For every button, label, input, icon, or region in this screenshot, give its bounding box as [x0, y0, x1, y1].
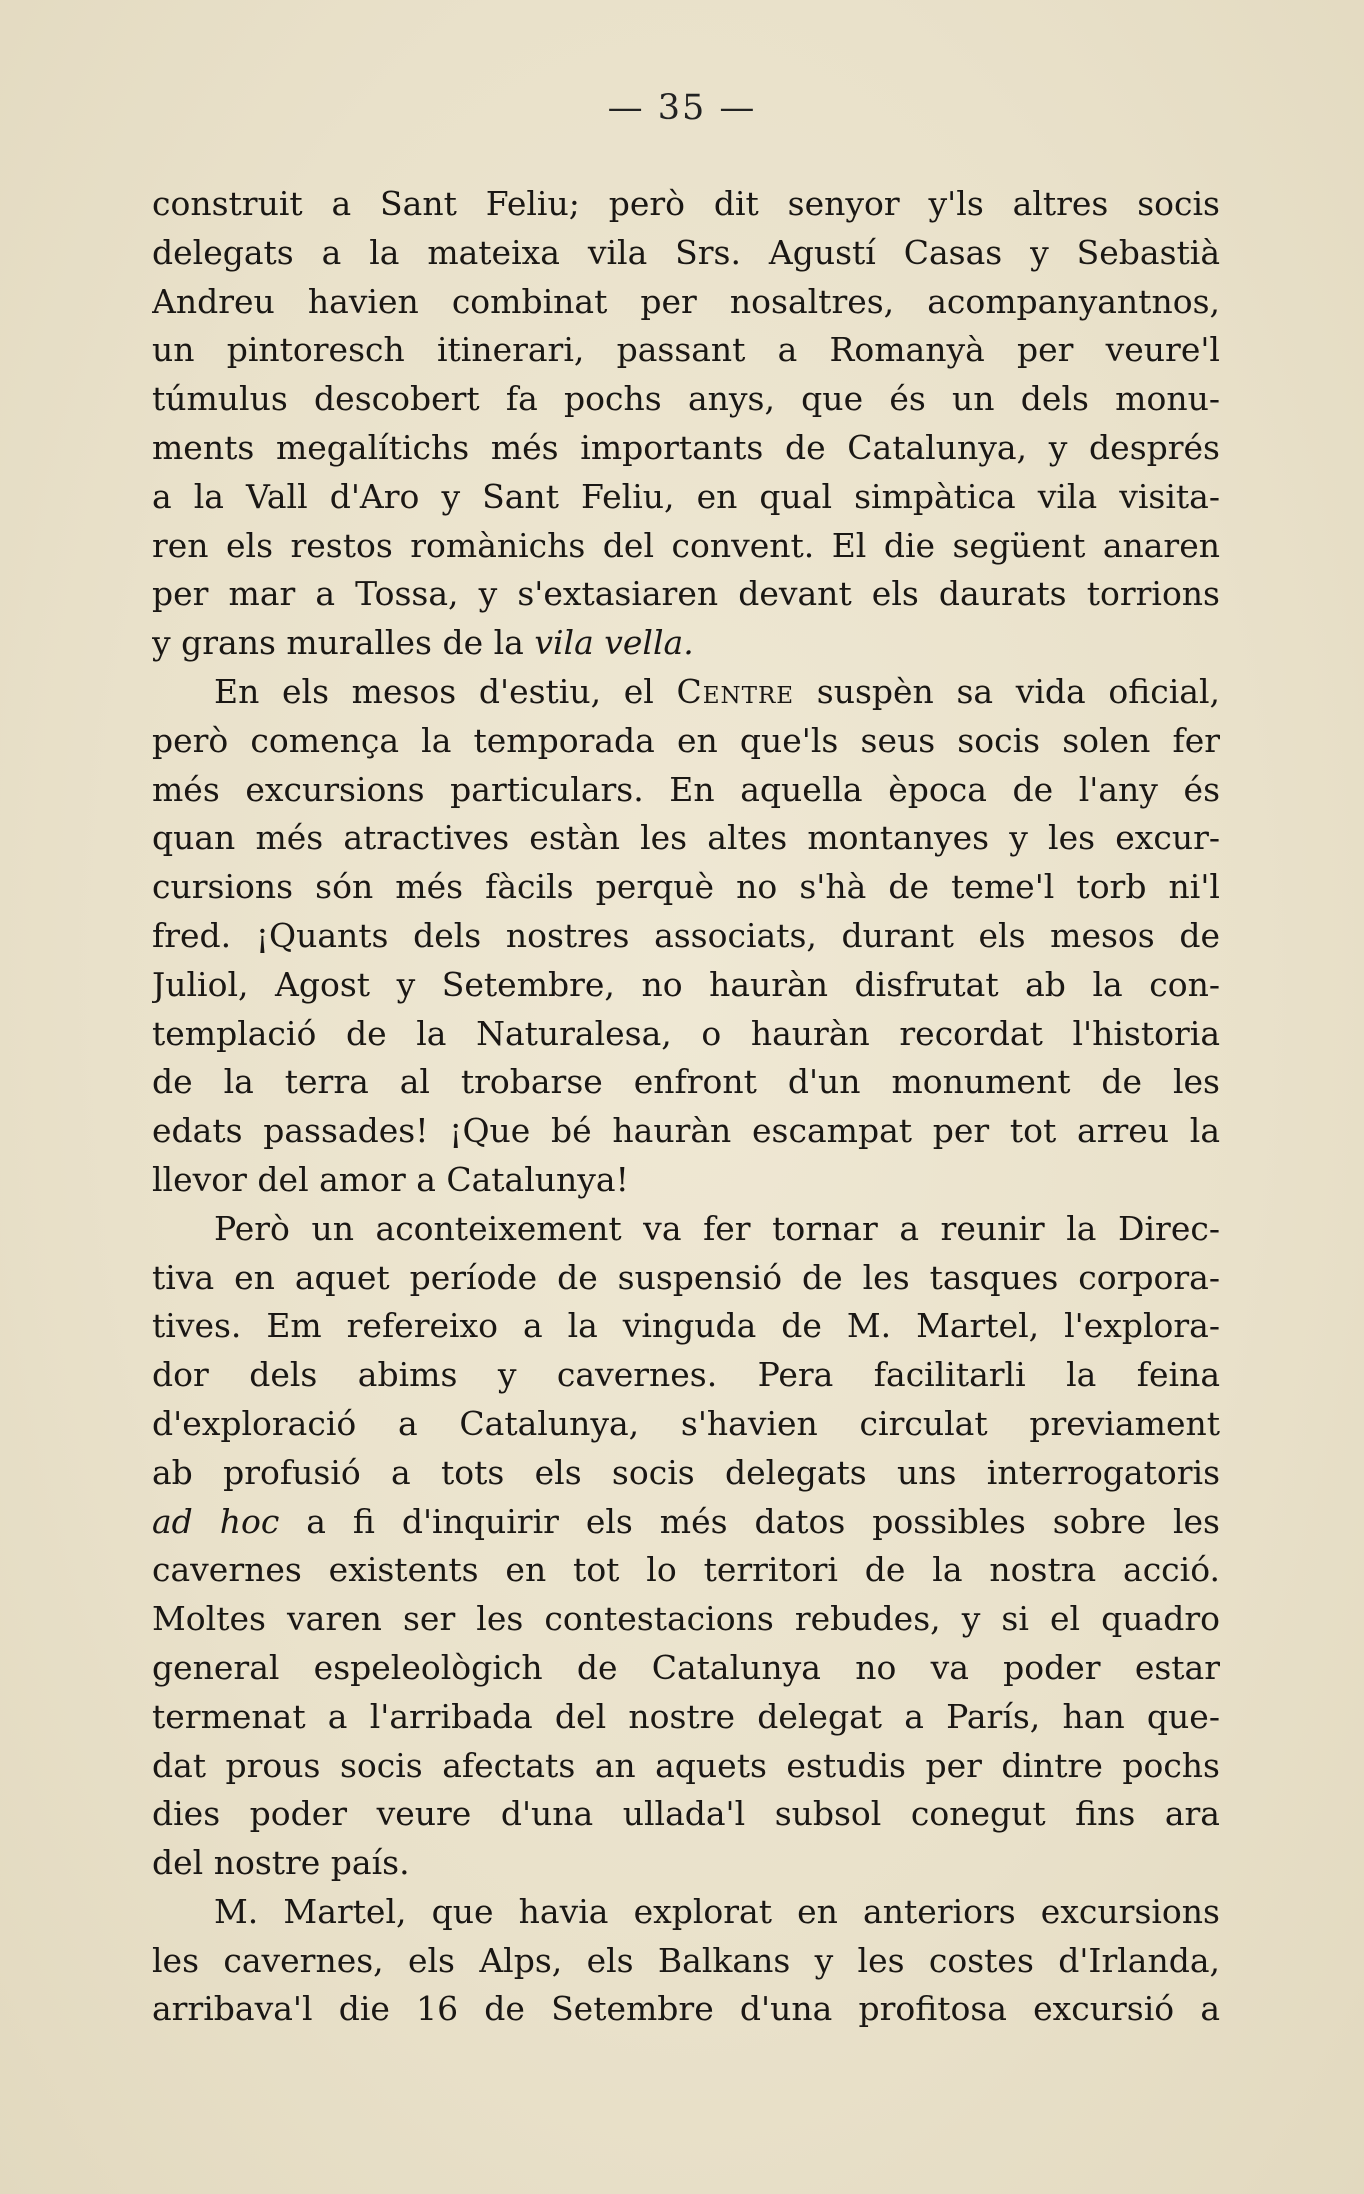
text-line: construit a Sant Feliu; però dit senyor y'ls altres socis: [152, 184, 1220, 223]
text-line: delegats a la mateixa vila Srs. Agustí Casas y Sebastià: [152, 232, 1220, 272]
text-line: un pintoresch itinerari, passant a Romanyà per veure'l: [152, 330, 1220, 370]
text-line: ren els restos romànichs del convent. El die següent anaren: [152, 525, 1220, 565]
text-line: [152, 1498, 1220, 1547]
text-line: Moltes varen ser les contestacions rebudes, y si el quadro: [152, 1599, 1220, 1639]
paragraph-start-line: Però un aconteixement va fer tornar a reunir la Direc-: [214, 1208, 1220, 1248]
italic-phrase: vila vella.: [534, 623, 694, 663]
text-line: a la Vall d'Aro y Sant Feliu, en qual simpàtica vila visita-: [152, 476, 1220, 516]
text-line: dat prous socis afectats an aquets estudis per dintre pochs: [152, 1745, 1220, 1785]
text-line: [152, 619, 1220, 668]
text-line: general espeleològich de Catalunya no va poder estar: [152, 1647, 1220, 1687]
text-line: quan més atractives estàn les altes montanyes y les excur-: [152, 818, 1220, 858]
text-segment: suspèn sa vida oficial,: [816, 671, 1220, 711]
body-text: [152, 180, 1220, 2034]
text-line: però comença la temporada en que'ls seus socis solen fer: [152, 720, 1220, 760]
small-caps-word: Centre: [676, 671, 795, 711]
paragraph-start-line: M. Martel, que havia explorat en anteriors excursions: [214, 1891, 1220, 1931]
text-line: dor dels abims y cavernes. Pera facilitarli la feina: [152, 1355, 1220, 1395]
text-line: termenat a l'arribada del nostre delegat a París, han que-: [152, 1696, 1220, 1736]
text-line: de la terra al trobarse enfront d'un monument de les: [152, 1062, 1220, 1102]
text-line: tiva en aquet període de suspensió de les tasques corpora-: [152, 1257, 1220, 1297]
text-line: Juliol, Agost y Setembre, no hauràn disfrutat ab la con-: [152, 964, 1220, 1004]
text-line: ab profusió a tots els socis delegats uns interrogatoris: [152, 1452, 1220, 1492]
text-line: Andreu havien combinat per nosaltres, acompanyantnos,: [152, 281, 1220, 321]
text-line: fred. ¡Quants dels nostres associats, durant els mesos de: [152, 915, 1220, 955]
italic-phrase: ad hoc: [152, 1501, 280, 1541]
text-line: d'exploració a Catalunya, s'havien circulat previament: [152, 1403, 1220, 1443]
text-line: dies poder veure d'una ullada'l subsol conegut fins ara: [152, 1794, 1220, 1834]
text-segment: a fi d'inquirir els més datos possibles sobre les: [306, 1501, 1220, 1541]
text-line: llevor del amor a Catalunya!: [152, 1159, 629, 1199]
text-line: tives. Em refereixo a la vinguda de M. Martel, l'explora-: [152, 1306, 1220, 1346]
text-segment: y grans muralles de la: [152, 623, 524, 663]
text-segment: En els mesos d'estiu, el: [214, 671, 654, 711]
text-line: cursions són més fàcils perquè no s'hà de teme'l torb ni'l: [152, 867, 1220, 907]
text-line: més excursions particulars. En aquella època de l'any és: [152, 769, 1220, 809]
text-line: del nostre país.: [152, 1843, 410, 1883]
text-line: arribava'l die 16 de Setembre d'una profitosa excursió a: [152, 1989, 1220, 2029]
text-line: les cavernes, els Alps, els Balkans y les costes d'Irlanda,: [152, 1940, 1220, 1980]
text-line: templació de la Naturalesa, o hauràn recordat l'historia: [152, 1013, 1220, 1053]
text-line: túmulus descobert fa pochs anys, que és un dels monu-: [152, 379, 1220, 419]
text-line: edats passades! ¡Que bé hauràn escampat per tot arreu la: [152, 1111, 1220, 1151]
text-line: cavernes existents en tot lo territori de la nostra acció.: [152, 1550, 1220, 1590]
text-line: per mar a Tossa, y s'extasiaren devant els daurats torrions: [152, 574, 1220, 614]
text-line: ments megalítichs més importants de Catalunya, y després: [152, 427, 1220, 467]
page-number: — 35 —: [607, 88, 757, 128]
paragraph-start-line: [152, 668, 1220, 717]
